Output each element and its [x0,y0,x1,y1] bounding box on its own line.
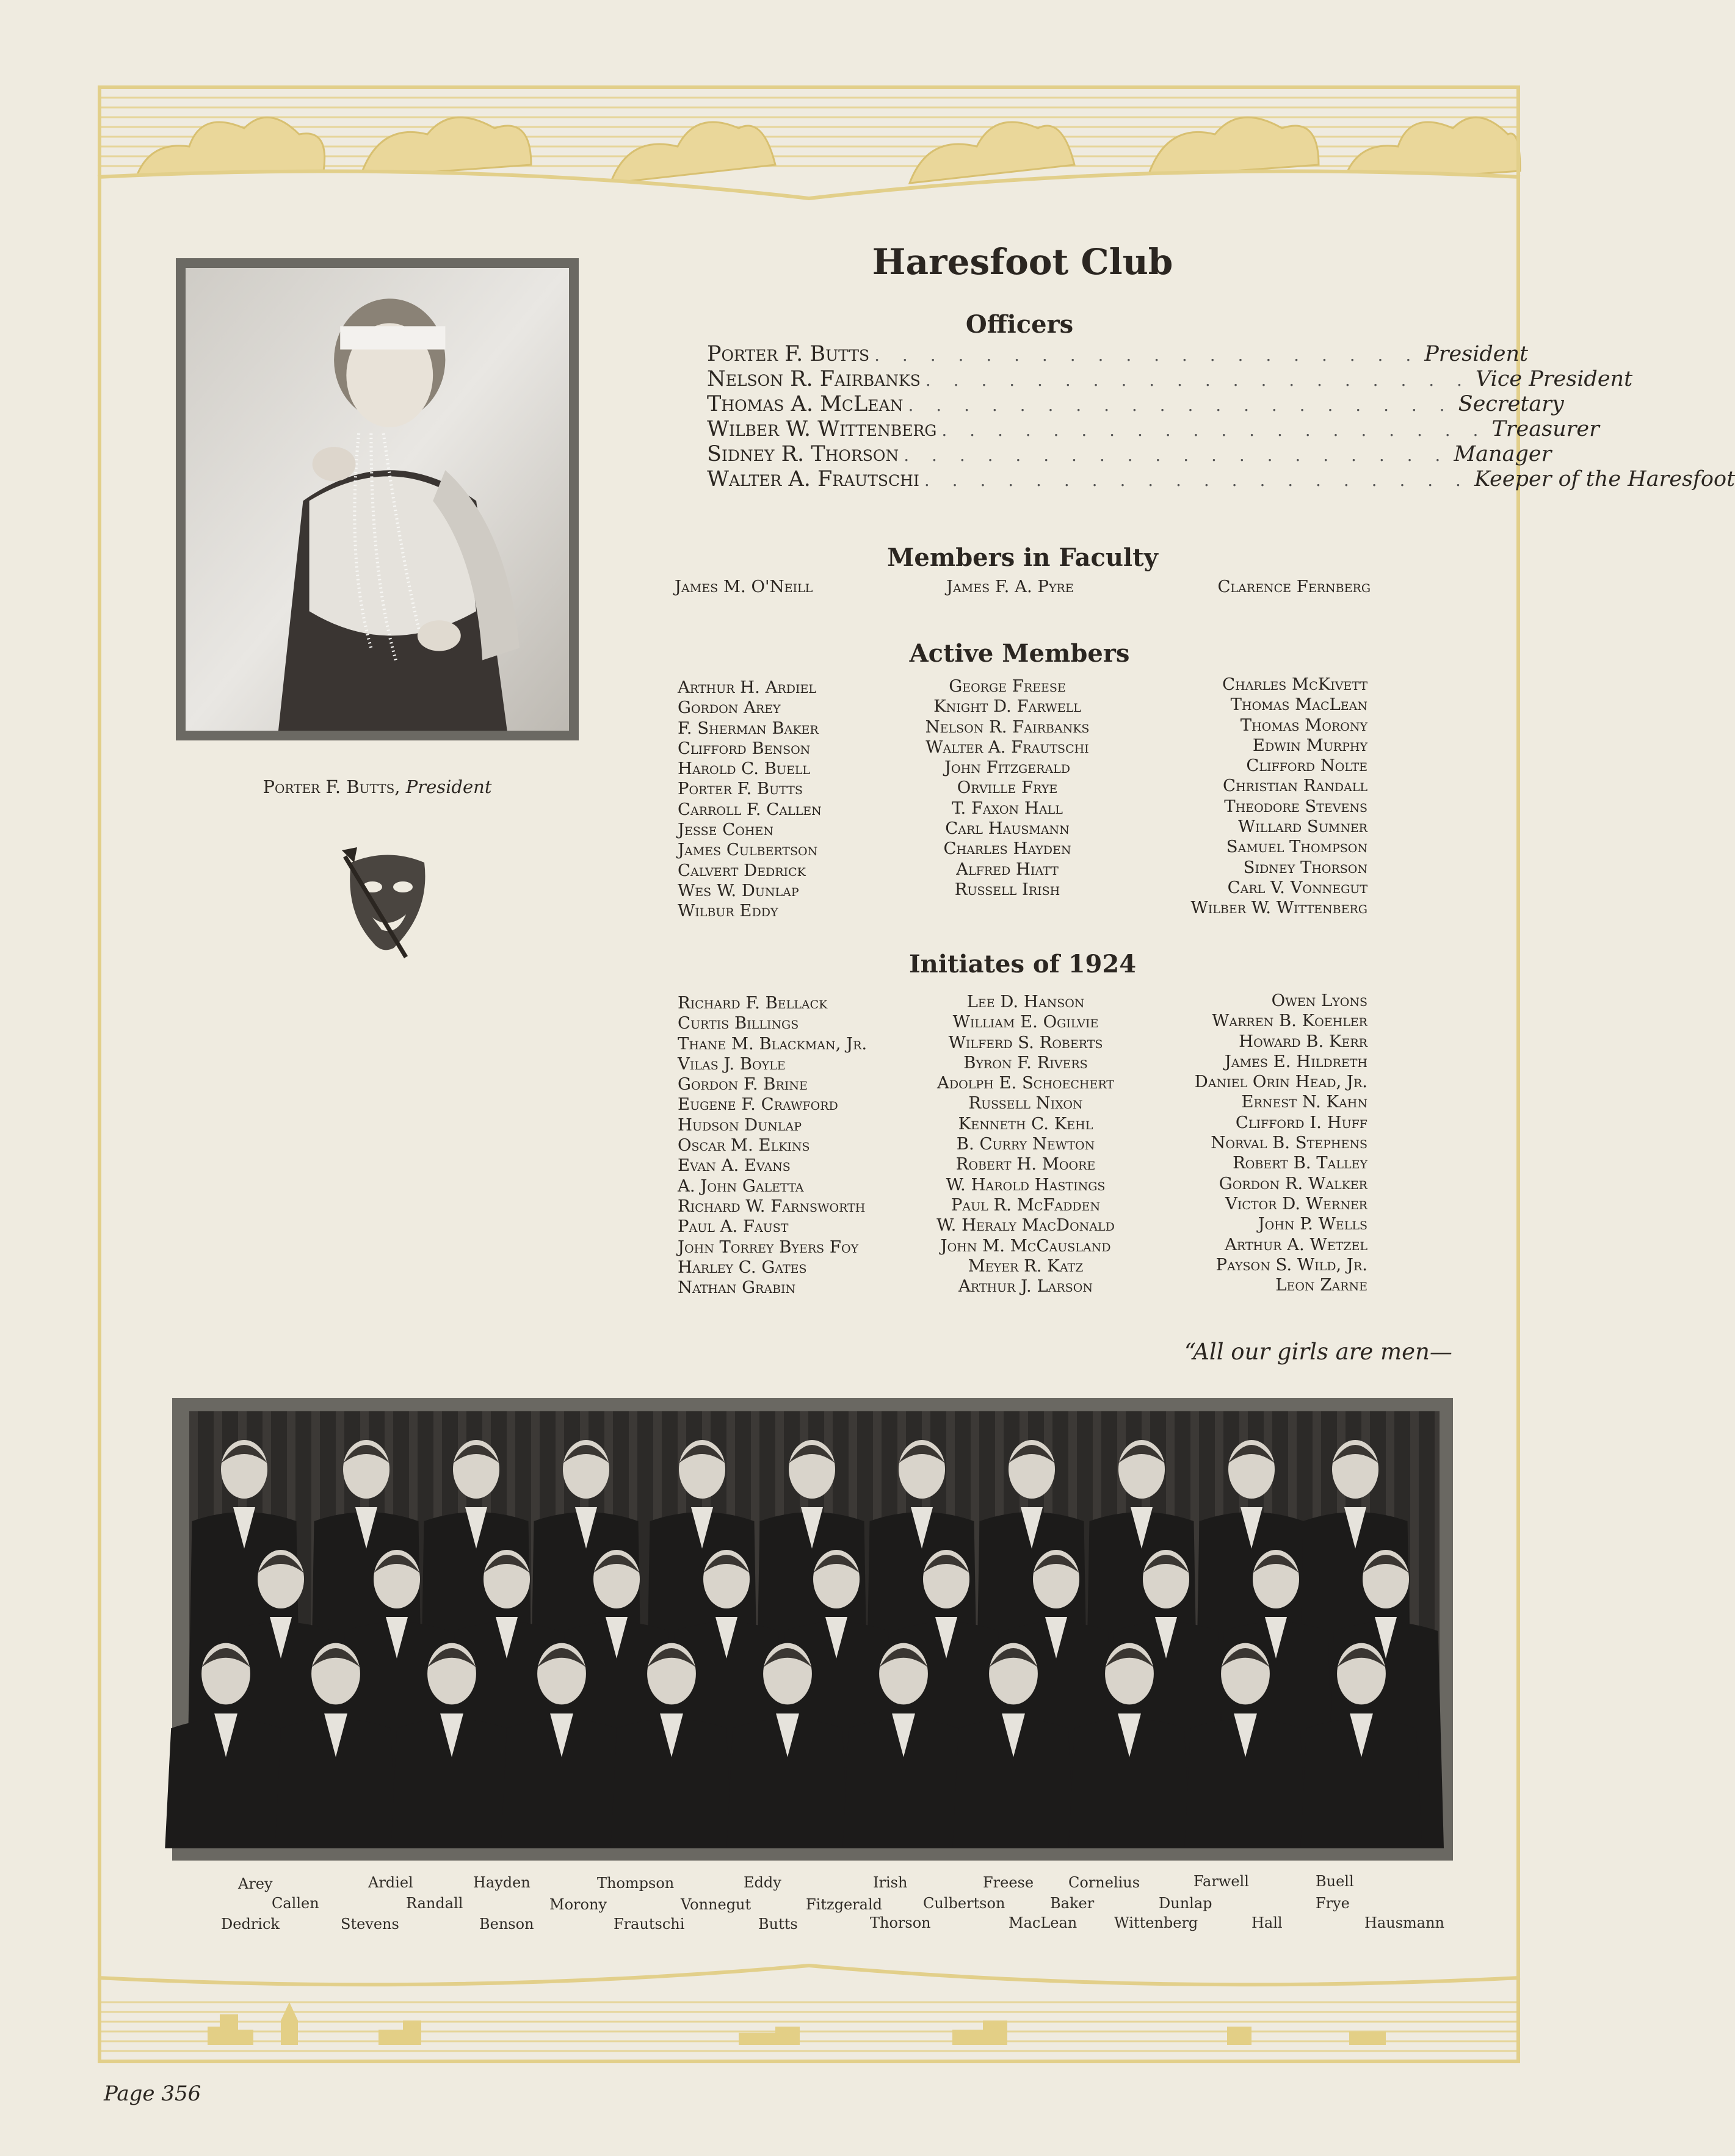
portrait-photo [176,258,579,740]
member-name: Arthur J. Larson [958,1276,1093,1297]
member-name: Theodore Stevens [1224,796,1367,816]
member-name: Norval B. Stephens [1211,1133,1367,1153]
member-name: Calvert Dedrick [678,860,806,880]
member-name: B. Curry Newton [956,1134,1095,1154]
officer-role: President [1424,342,1529,366]
member-name: Charles McKivett [1222,675,1367,694]
member-name: Byron F. Rivers [963,1052,1088,1073]
faculty-member: James F. A. Pyre [946,577,1074,596]
leader-dots: . . . . . . . . . . . . . . . . . . . . [925,370,1471,390]
member-name: Alfred Hiatt [956,859,1059,879]
photo-name-label: Irish [873,1874,908,1891]
officer-name: Wilber W. Wittenberg [707,417,937,441]
member-name: Carl V. Vonnegut [1227,877,1367,897]
member-name: Evan A. Evans [678,1156,791,1176]
faculty-heading: Members in Faculty [887,543,1158,572]
member-name: Hudson Dunlap [678,1115,802,1135]
member-name: Willard Sumner [1237,817,1367,837]
member-name: George Freese [949,676,1066,696]
officer-role: Treasurer [1491,417,1599,441]
member-name: James E. Hildreth [1224,1051,1367,1071]
theatre-mask-icon [339,844,433,960]
officer-row [707,342,1529,367]
photo-name-label: Hall [1251,1914,1283,1931]
photo-name-label: Benson [479,1915,534,1933]
member-name: Charles Hayden [943,839,1071,859]
officer-row [707,392,1564,417]
officer-role: Keeper of the Haresfoot [1474,467,1735,491]
officers-heading: Officers [965,310,1074,339]
member-name: Lee D. Hanson [966,992,1085,1011]
member-name: Orville Frye [957,778,1058,798]
member-name: Sidney Thorson [1243,857,1367,877]
member-name: John P. Wells [1258,1214,1367,1234]
officer-role: Manager [1454,442,1552,466]
member-name: Arthur H. Ardiel [678,678,816,697]
member-name: Russell Nixon [968,1093,1083,1113]
member-name: F. Sherman Baker [678,718,819,738]
member-name: Gordon R. Walker [1219,1173,1367,1193]
photo-name-label: Butts [758,1915,798,1933]
officer-name: Sidney R. Thorson [707,442,899,466]
member-name: Porter F. Butts [678,779,803,799]
initiates-column-2 [904,992,1148,1297]
member-name: Richard W. Farnsworth [678,1196,866,1216]
officer-name: Walter A. Frautschi [707,467,919,491]
member-name: Clifford Benson [678,738,811,758]
member-name: Robert B. Talley [1233,1153,1367,1173]
photo-name-label: Buell [1316,1873,1354,1890]
photo-name-label: Farwell [1193,1873,1249,1890]
photo-name-label: Ardiel [368,1874,413,1891]
member-name: Wilbur Eddy [678,901,778,921]
member-name: Howard B. Kerr [1239,1031,1367,1051]
member-name: W. Heraly MacDonald [936,1215,1115,1235]
member-name: Payson S. Wild, Jr. [1215,1254,1367,1275]
quote: “All our girls are men— [1184,1339,1452,1365]
member-name: Samuel Thompson [1226,837,1367,857]
member-name: Paul R. McFadden [951,1195,1101,1215]
member-name: Christian Randall [1223,776,1367,796]
member-name: Wes W. Dunlap [678,880,799,900]
member-name: Ernest N. Kahn [1241,1092,1367,1112]
member-name: James Culbertson [678,840,818,860]
initiates-heading: Initiates of 1924 [908,950,1137,979]
member-name: Owen Lyons [1271,991,1367,1010]
photo-name-label: Callen [272,1895,319,1912]
member-name: Adolph E. Schoechert [937,1073,1114,1093]
member-name: William E. Ogilvie [952,1012,1099,1032]
photo-name-label: Hayden [473,1874,531,1891]
member-name: Gordon F. Brine [678,1074,808,1094]
member-name: Nathan Grabin [678,1278,796,1298]
leader-dots: . . . . . . . . . . . . . . . . . . . . [908,395,1454,415]
member-name: Daniel Orin Head, Jr. [1194,1072,1367,1092]
photo-name-label: Frye [1316,1895,1350,1912]
photo-name-label: Freese [983,1874,1034,1891]
active-members-column-2 [873,676,1142,900]
member-name: A. John Galetta [678,1176,804,1196]
group-photo [172,1398,1453,1861]
leader-dots: . . . . . . . . . . . . . . . . . . . . [904,445,1449,465]
photo-name-label: Cornelius [1068,1874,1140,1891]
member-name: Kenneth C. Kehl [958,1113,1093,1134]
member-name: Wilferd S. Roberts [948,1032,1103,1052]
member-name: Oscar M. Elkins [678,1135,810,1156]
officer-row [707,442,1552,467]
portrait-caption [176,776,579,797]
member-name: John Torrey Byers Foy [678,1237,859,1257]
officer-row [707,367,1633,392]
member-name: Clifford I. Huff [1235,1112,1367,1132]
photo-name-label: Dedrick [221,1915,280,1933]
member-name: Eugene F. Crawford [678,1094,838,1115]
photo-name-label: Arey [238,1875,273,1892]
photo-name-label: Dunlap [1159,1895,1212,1912]
initiates-column-1 [678,993,867,1298]
leader-dots: . . . . . . . . . . . . . . . . . . . . [924,470,1469,490]
officer-name: Thomas A. McLean [707,392,904,416]
member-name: Walter A. Frautschi [925,737,1089,757]
photo-name-label: Vonnegut [681,1896,752,1913]
portrait-caption-name: Porter F. Butts, [263,776,400,797]
member-name: Warren B. Koehler [1212,1011,1367,1031]
member-name: John Fitzgerald [944,758,1070,778]
member-name: Paul A. Faust [678,1217,789,1237]
faculty-member: James M. O'Neill [675,577,813,596]
photo-name-label: Stevens [341,1915,399,1933]
member-name: Vilas J. Boyle [678,1054,786,1074]
photo-name-label: Culbertson [923,1895,1005,1912]
photo-name-label: Wittenberg [1114,1914,1198,1931]
photo-name-label: Hausmann [1364,1914,1444,1931]
initiates-column-3 [1148,991,1367,1295]
photo-name-label: Randall [406,1895,463,1912]
member-name: Carl Hausmann [945,819,1070,839]
officer-role: Vice President [1475,367,1633,391]
member-name: Knight D. Farwell [933,696,1081,717]
photo-name-label: Eddy [744,1874,781,1891]
member-name: Nelson R. Fairbanks [925,717,1090,737]
active-members-heading: Active Members [909,639,1130,668]
officers-list [707,342,1735,492]
member-name: Leon Zarne [1275,1275,1367,1295]
active-members-column-1 [678,678,822,922]
photo-name-label: Frautschi [614,1915,685,1933]
member-name: Victor D. Werner [1225,1193,1367,1214]
member-name: Clifford Nolte [1246,756,1367,776]
member-name: Carroll F. Callen [678,799,822,819]
leader-dots: . . . . . . . . . . . . . . . . . . . . [874,345,1420,365]
member-name: Harley C. Gates [678,1257,807,1277]
photo-name-label: Baker [1050,1895,1095,1912]
member-name: Meyer R. Katz [968,1256,1084,1276]
member-name: Thane M. Blackman, Jr. [678,1033,868,1054]
member-name: T. Faxon Hall [952,798,1063,818]
page-title: Haresfoot Club [872,241,1173,283]
photo-name-label: Morony [549,1896,607,1913]
member-name: Edwin Murphy [1252,735,1367,755]
portrait-caption-role: President [405,776,492,797]
page-number: Page 356 [104,2082,201,2106]
officer-name: Porter F. Butts [707,342,870,366]
member-name: Russell Irish [954,879,1060,899]
active-members-column-3 [1123,675,1367,919]
leader-dots: . . . . . . . . . . . . . . . . . . . . [941,420,1487,440]
officer-row [707,417,1599,442]
member-name: Gordon Arey [678,698,781,718]
photo-name-label: Thorson [870,1914,931,1931]
photo-name-label: Fitzgerald [806,1896,883,1913]
member-name: Wilber W. Wittenberg [1190,898,1367,918]
member-name: Richard F. Bellack [678,993,828,1013]
officer-name: Nelson R. Fairbanks [707,367,921,391]
member-name: Harold C. Buell [678,759,811,779]
member-name: W. Harold Hastings [946,1174,1106,1195]
member-name: Thomas Morony [1240,715,1367,735]
member-name: Curtis Billings [678,1013,799,1033]
photo-name-label: Thompson [597,1875,675,1892]
member-name: Robert H. Moore [955,1154,1096,1174]
faculty-member: Clarence Fernberg [1217,577,1371,596]
photo-name-label: MacLean [1009,1914,1078,1931]
officer-row [707,467,1735,492]
member-name: Arthur A. Wetzel [1225,1234,1367,1254]
member-name: Thomas MacLean [1230,695,1367,715]
officer-role: Secretary [1458,392,1564,416]
member-name: John M. McCausland [940,1235,1111,1256]
member-name: Jesse Cohen [678,820,773,840]
